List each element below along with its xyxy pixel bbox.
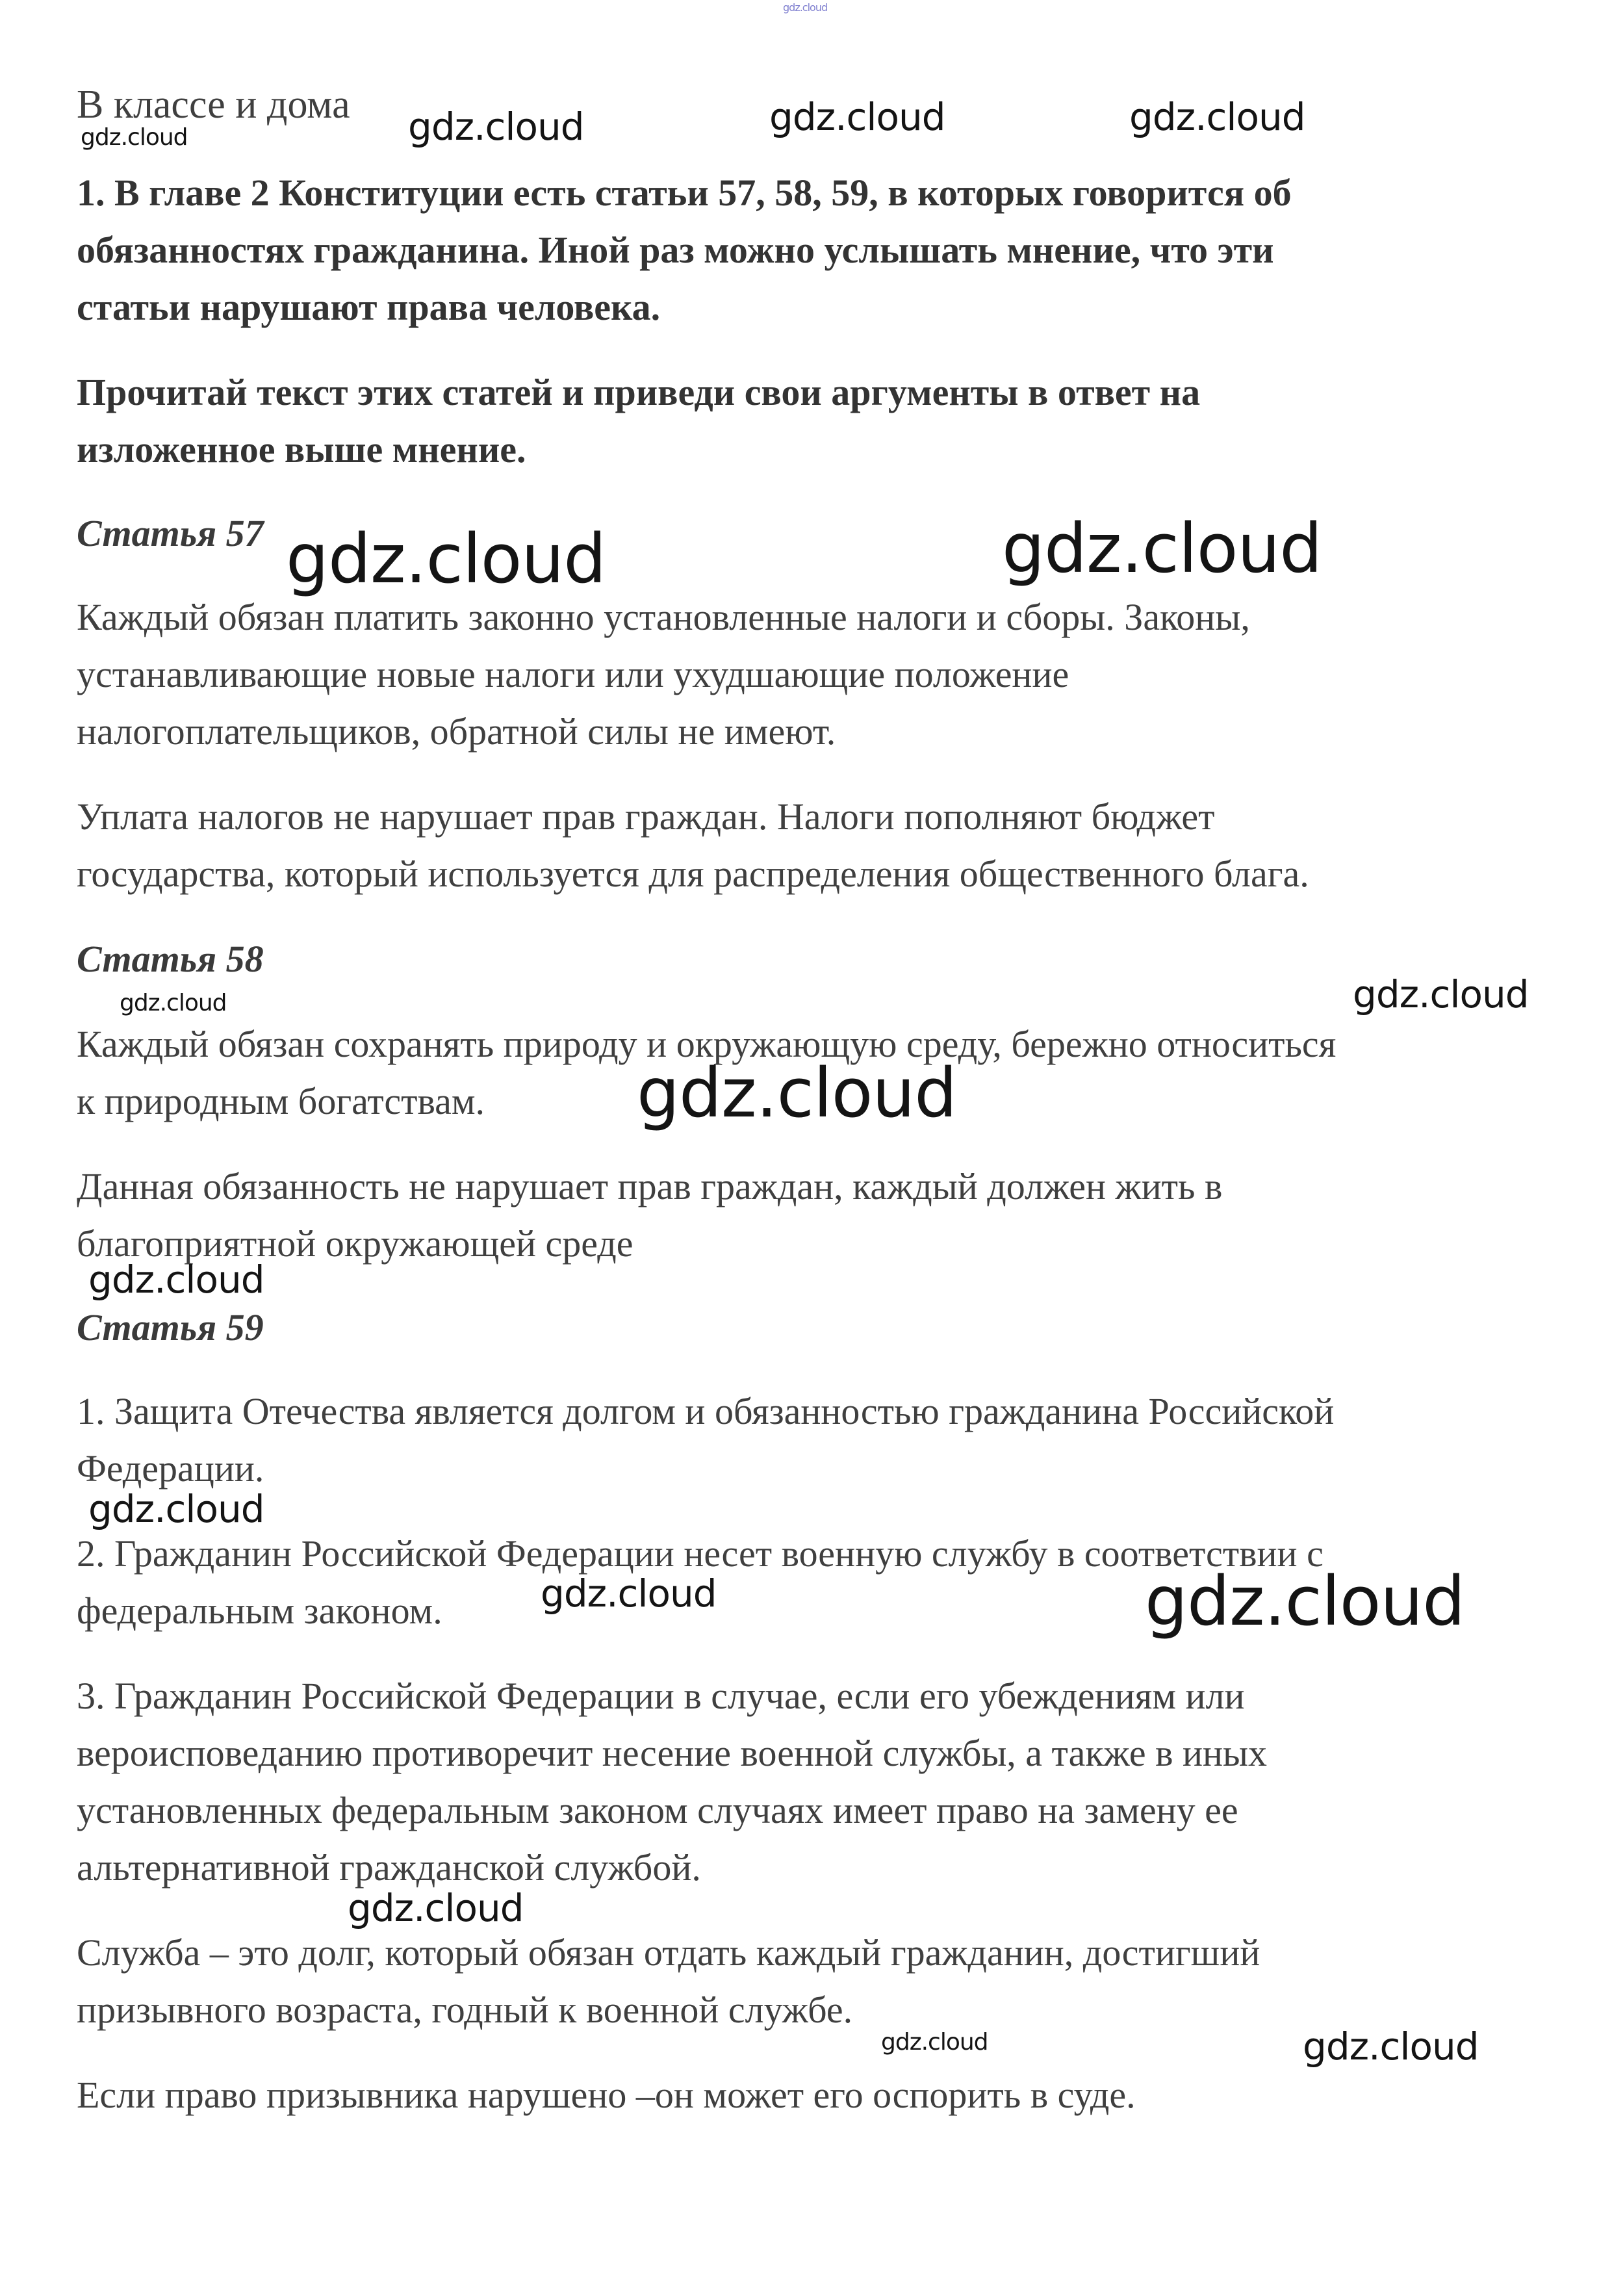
instruction-line-1: Прочитай текст этих статей и приведи свои аргументы в ответ на [77,371,1201,413]
article-59-p1-2: Федерации. [77,1447,264,1490]
question-line-1: 1. В главе 2 Конституции есть статьи 57, 58, 59, в которых говорится об [77,172,1292,214]
watermark: gdz.cloud [348,1886,524,1930]
watermark: gdz.cloud [1303,2024,1479,2069]
watermark: gdz.cloud [120,990,227,1016]
article-58-answer-1: Данная обязанность не нарушает прав граждан, каждый должен жить в [77,1165,1223,1207]
article-59-p3-4: альтернативной гражданской службой. [77,1846,701,1889]
watermark: gdz.cloud [1002,509,1322,588]
watermark: gdz.cloud [88,1487,264,1531]
article-59-answer-3: Если право призывника нарушено –он может его оспорить в суде. [77,2074,1136,2116]
article-58-text-1: Каждый обязан сохранять природу и окружающую среду, бережно относиться [77,1023,1337,1065]
article-57-answer-2: государства, который используется для распределения общественного блага. [77,853,1309,895]
watermark: gdz.cloud [1353,972,1529,1016]
article-59-answer-1: Служба – это долг, который обязан отдать каждый гражданин, достигший [77,1931,1260,1974]
article-59-p3-2: вероисповеданию противоречит несение военной службы, а также в иных [77,1732,1268,1774]
article-59-heading: Статья 59 [77,1306,264,1348]
watermark: gdz.cloud [88,1258,264,1302]
article-59-p3-3: установленных федеральным законом случаях имеет право на замену ее [77,1789,1238,1831]
article-59-answer-2: призывного возраста, годный к военной службе. [77,1989,853,2031]
watermark: gdz.cloud [1129,95,1305,139]
article-58-answer-2: благоприятной окружающей среде [77,1222,633,1265]
watermark: gdz.cloud [286,519,606,599]
watermark-tiny: gdz.cloud [783,1,828,14]
article-59-p3-1: 3. Гражданин Российской Федерации в случае, если его убеждениям или [77,1675,1245,1717]
watermark: gdz.cloud [637,1053,957,1133]
article-57-text-1: Каждый обязан платить законно установленные налоги и сборы. Законы, [77,596,1250,638]
article-57-text-2: устанавливающие новые налоги или ухудшающие положение [77,653,1069,695]
article-57-heading: Статья 57 [77,512,264,554]
instruction-line-2: изложенное выше мнение. [77,428,526,471]
page-title: В классе и дома [77,83,350,127]
watermark: gdz.cloud [769,95,945,139]
watermark: gdz.cloud [1145,1562,1465,1641]
article-57-answer-1: Уплата налогов не нарушает прав граждан. Налоги пополняют бюджет [77,795,1215,838]
watermark: gdz.cloud [408,105,584,149]
watermark: gdz.cloud [81,124,188,151]
watermark: gdz.cloud [541,1571,717,1616]
question-line-2: обязанностях гражданина. Иной раз можно услышать мнение, что эти [77,229,1274,271]
article-59-p2-1: 2. Гражданин Российской Федерации несет военную службу в соответствии с [77,1532,1324,1575]
article-59-p1-1: 1. Защита Отечества является долгом и обязанностью гражданина Российской [77,1390,1335,1432]
article-58-heading: Статья 58 [77,938,264,980]
article-58-text-2: к природным богатствам. [77,1080,485,1122]
article-57-text-3: налогоплательщиков, обратной силы не имеют. [77,710,836,753]
article-59-p2-2: федеральным законом. [77,1590,442,1632]
watermark: gdz.cloud [881,2029,988,2056]
question-line-3: статьи нарушают права человека. [77,286,661,328]
